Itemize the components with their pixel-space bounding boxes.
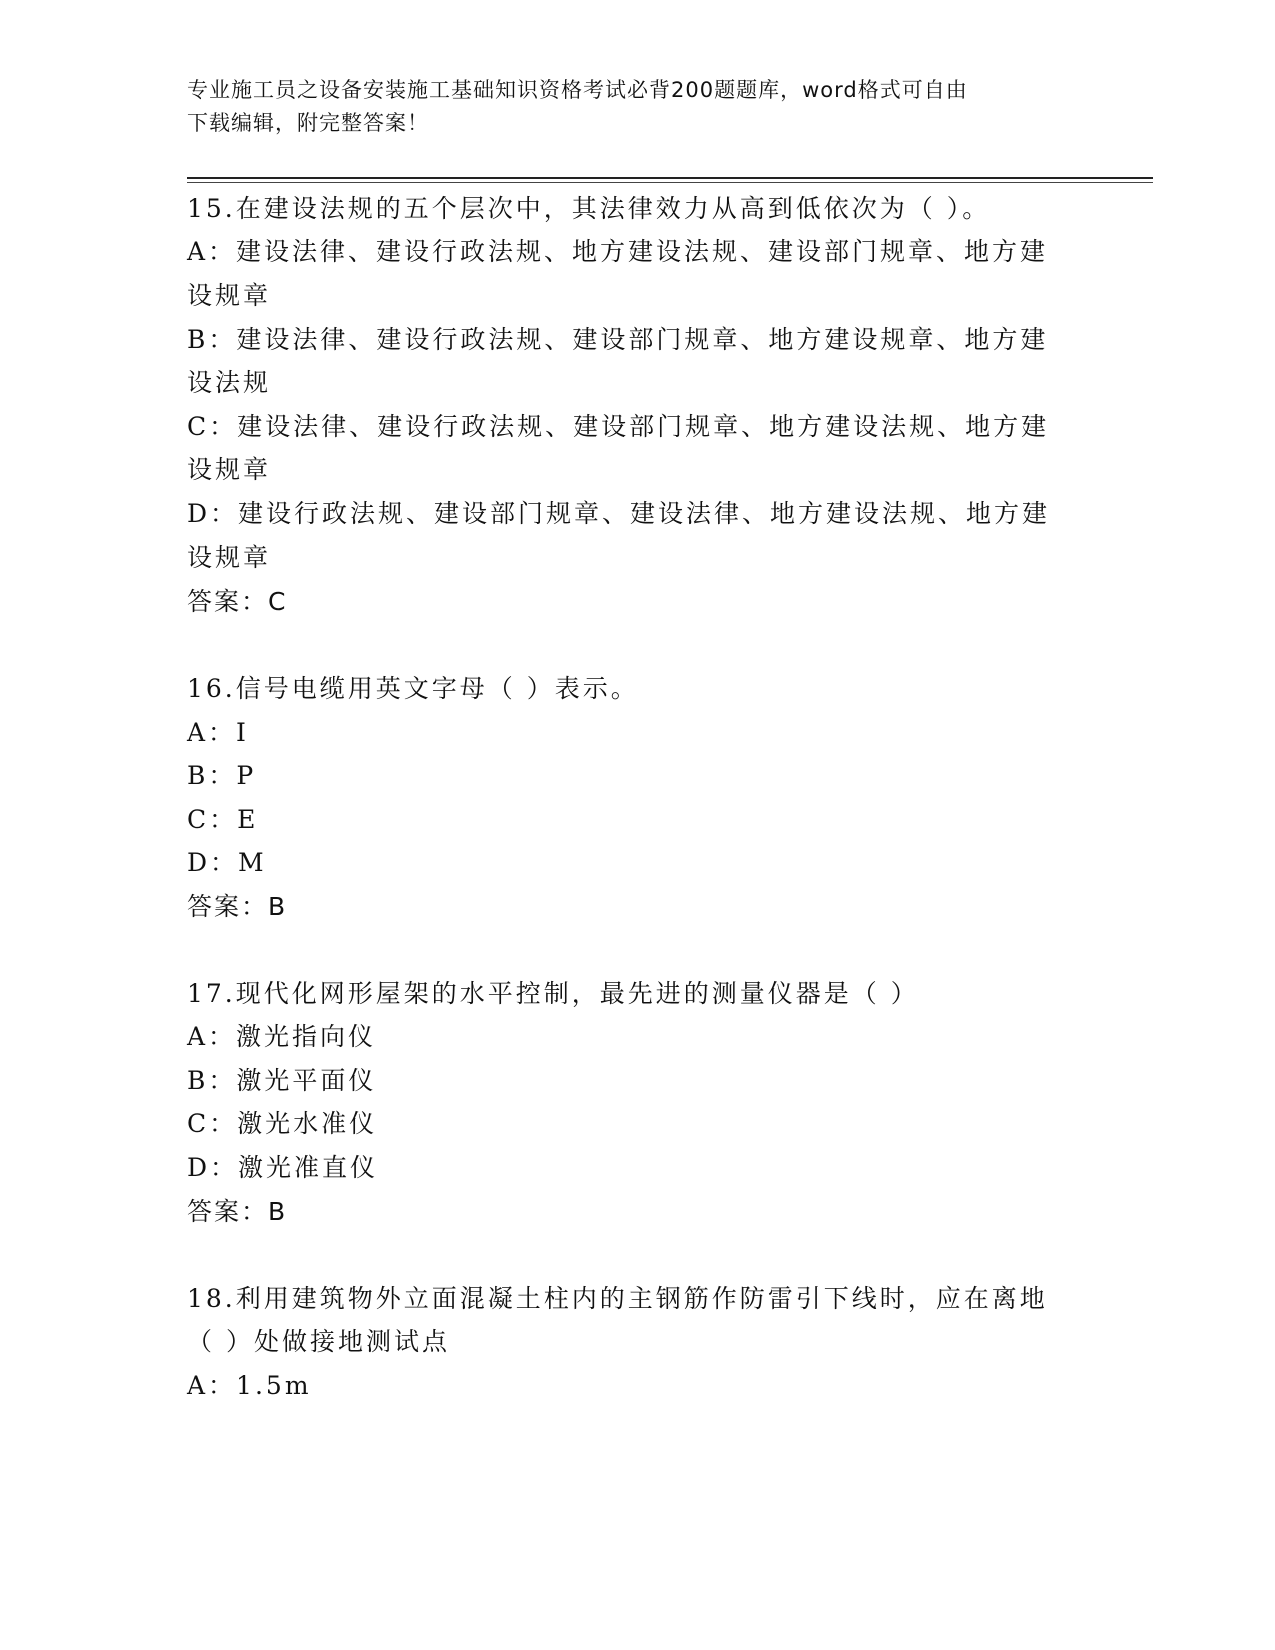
question-15-option-a: A：建设法律、建设行政法规、地方建设法规、建设部门规章、地方建 xyxy=(187,237,1049,266)
question-15-option-d-cont: 设规章 xyxy=(187,543,272,572)
header-line-2: 下载编辑，附完整答案！ xyxy=(187,111,429,135)
question-16-stem: 16.信号电缆用英文字母（ ）表示。 xyxy=(187,674,639,703)
question-17-option-c: C：激光水准仪 xyxy=(187,1109,378,1138)
question-16-option-b: B：P xyxy=(187,761,257,790)
question-15-option-b: B：建设法律、建设行政法规、建设部门规章、地方建设规章、地方建 xyxy=(187,325,1049,354)
question-17-stem: 17.现代化网形屋架的水平控制，最先进的测量仪器是（ ） xyxy=(187,979,919,1008)
header-divider-thin xyxy=(187,182,1153,183)
question-17-option-d: D：激光准直仪 xyxy=(187,1153,379,1182)
question-18-stem-cont: （ ）处做接地测试点 xyxy=(187,1327,450,1356)
question-18-option-a: A：1.5m xyxy=(187,1371,312,1400)
question-15-option-b-cont: 设法规 xyxy=(187,368,272,397)
question-18-stem: 18.利用建筑物外立面混凝土柱内的主钢筋作防雷引下线时，应在离地 xyxy=(187,1284,1048,1313)
question-15-option-c-cont: 设规章 xyxy=(187,455,272,484)
question-16-answer: 答案：B xyxy=(187,892,288,921)
question-16-option-c: C：E xyxy=(187,805,259,834)
question-15-option-d: D：建设行政法规、建设部门规章、建设法律、地方建设法规、地方建 xyxy=(187,499,1051,528)
question-15-answer: 答案：C xyxy=(187,587,288,616)
document-header xyxy=(187,74,1067,140)
header-divider-thick xyxy=(187,177,1153,179)
question-15-option-c: C：建设法律、建设行政法规、建设部门规章、地方建设法规、地方建 xyxy=(187,412,1050,441)
question-17-option-a: A：激光指向仪 xyxy=(187,1022,377,1051)
header-line-1: 专业施工员之设备安装施工基础知识资格考试必背200题题库，word格式可自由 xyxy=(187,78,968,102)
question-17-answer: 答案：B xyxy=(187,1197,288,1226)
question-17-option-b: B：激光平面仪 xyxy=(187,1066,377,1095)
question-15-stem: 15.在建设法规的五个层次中，其法律效力从高到低依次为（ ）。 xyxy=(187,194,991,223)
question-16-option-d: D：M xyxy=(187,848,267,877)
question-16-option-a: A：I xyxy=(187,718,249,747)
question-15-option-a-cont: 设规章 xyxy=(187,281,272,310)
